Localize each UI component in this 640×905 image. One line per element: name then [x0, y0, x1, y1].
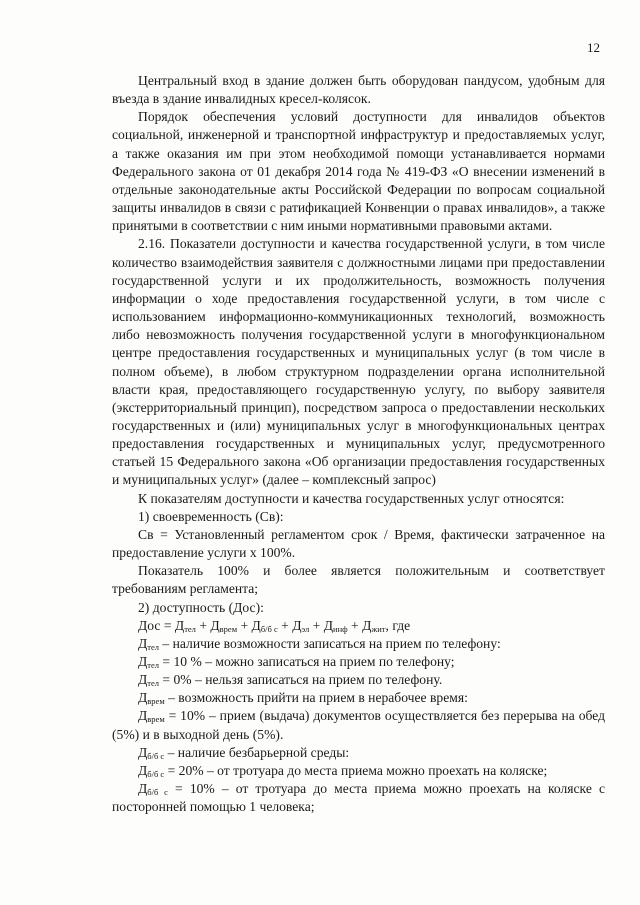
page-number: 12	[587, 40, 600, 55]
list-item: $Д_{тел}$ – наличие возможности записаться на прием по телефону:	[138, 635, 501, 652]
list-item: $Д_{б/б с} = 10\%$ – от тротуара до места приема можно проехать на коляске с посторонней помощью 1 человека;	[112, 781, 605, 815]
paragraph-timeliness-formula: Св = Установленный регламентом срок / Время, фактически затраченное на предоставление услуги х 100%.	[112, 526, 605, 561]
list-item: $Д_{тел} = 0\%$ – нельзя записаться на прием по телефону.	[138, 672, 443, 689]
paragraph-timeliness: 1) своевременность (Св):	[138, 508, 284, 524]
paragraph-accessibility: 2) доступность (Дос):	[138, 599, 264, 615]
paragraph-100-percent: Показатель 100% и более является положительным и соответствует требованиям регламента;	[112, 563, 605, 597]
paragraph-indicators: К показателям доступности и качества государственных услуг относятся:	[138, 490, 565, 506]
list-item: $Д_{б/б с} = 20\%$ – от тротуара до места приема можно проехать на коляске;	[138, 762, 548, 779]
paragraph-2-16: 2.16. Показатели доступности и качества государственной услуги, в том числе количество взаимодействия заявителя с должностными лицами при предоставлении государственной услуги и их продолжительность, возможность получения информации о ходе предоставления государственной услуги, в том числе с использованием информационно-коммуникационных технологий, возможность либо невозможность получения государственной услуги в многофункциональном центре предоставления государственных и муниципальных услуг (в том числе в полном объеме), в любом структурном подразделении органа исполнительной власти края, предоставляющего государственную услугу, по выбору заявителя (экстерриториальный принцип), посредством запроса о предоставлении нескольких государственных и (или) муниципальных услуг в многофункциональных центрах предоставления государственных и муниципальных услуг, предусмотренного статьей 15 Федерального закона «Об организации предоставления государственных и муниципальных услуг» (далее – комплексный запрос)	[112, 236, 605, 488]
paragraph-entrance: Центральный вход в здание должен быть оборудован пандусом, удобным для въезда в здание инвалидных кресел-колясок.	[112, 73, 605, 107]
accessibility-formula: Дос = $Д_{тел} + Д_{врем} + Д_{б/б с} + Д_{эл} + Д_{инф} + Д_{жит}$, где	[138, 617, 411, 634]
list-item: $Д_{тел} = 10$ % – можно записаться на прием по телефону;	[138, 654, 455, 670]
document-body	[112, 72, 605, 816]
list-item: $Д_{б/б с}$ – наличие безбарьерной среды:	[138, 744, 350, 761]
list-item: $Д_{врем}$ – возможность прийти на прием в нерабочее время:	[138, 690, 468, 707]
list-item: $Д_{врем} = 10\%$ – прием (выдача) документов осуществляется без перерыва на обед (5%) и в выходной день (5%).	[112, 708, 605, 742]
paragraph-accessibility-order: Порядок обеспечения условий доступности для инвалидов объектов социальной, инженерной и транспортной инфраструктур и предоставляемых услуг, а также оказания им при этом необходимой помощи устанавливается нормами Федерального закона от 01 декабря 2014 года № 419-ФЗ «О внесении изменений в отдельные законодательные акты Российской Федерации по вопросам социальной защиты инвалидов в связи с ратификацией Конвенции о правах инвалидов», а также принятыми в соответствии с ним иными нормативными правовыми актами.	[112, 109, 605, 234]
